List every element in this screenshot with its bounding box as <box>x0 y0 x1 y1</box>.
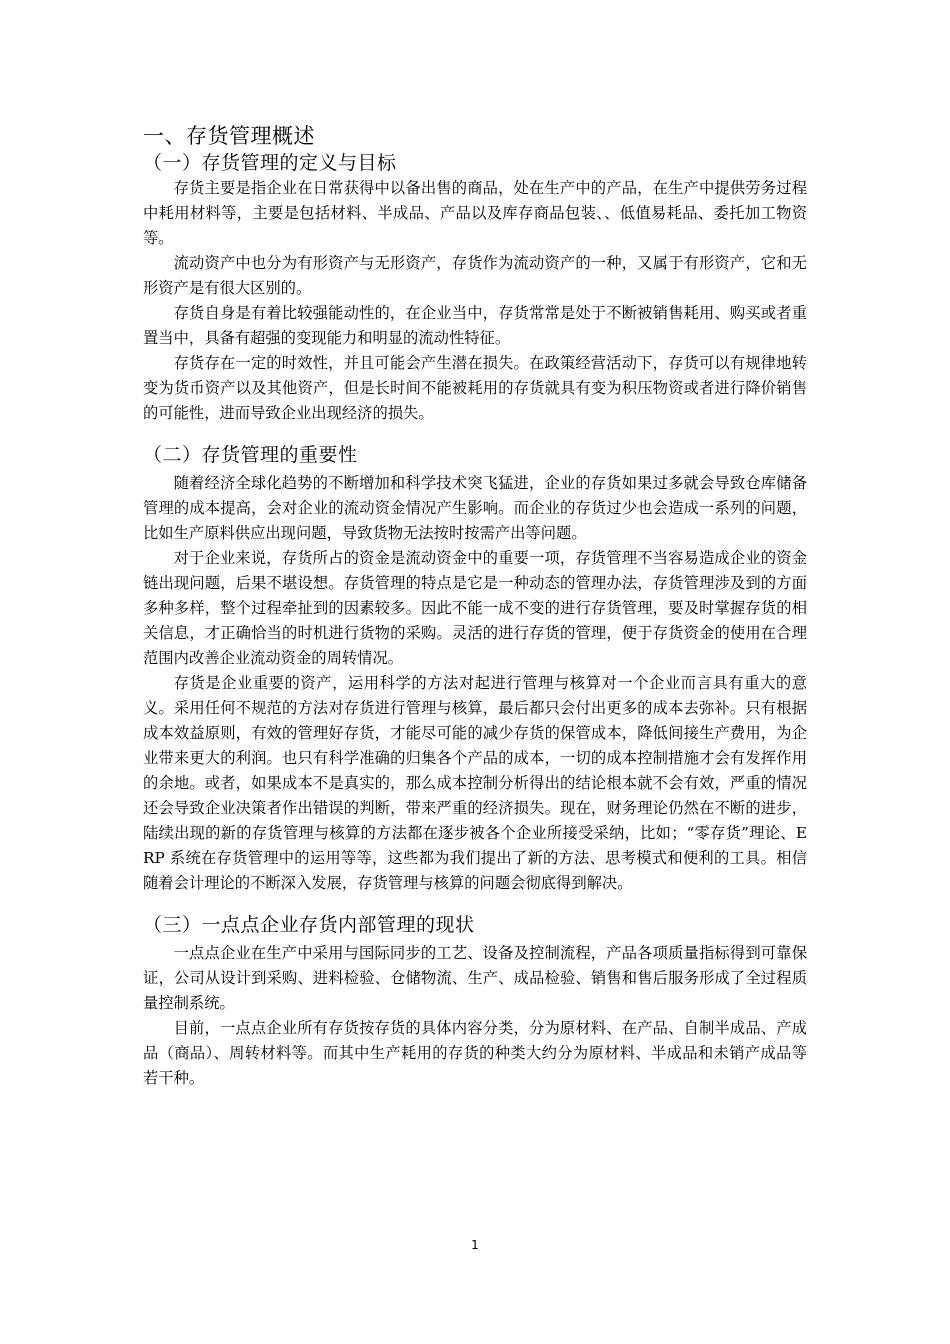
section-1-paragraph-2: 流动资产中也分为有形资产与无形资产，存货作为流动资产的一种，又属于有形资产，它和无形资产是有很大区别的。 <box>143 254 807 297</box>
section-1-paragraph-3: 存货自身是有着比较强能动性的，在企业当中，存货常常是处于不断被销售耗用、购买或者重置当中，具备有超强的变现能力和明显的流动性特征。 <box>143 304 807 347</box>
section-3-paragraph-2: 目前，一点点企业所有存货按存货的具体内容分类，分为原材料、在产品、自制半成品、产成品（商品）、周转材料等。而其中生产耗用的存货的种类大约分为原材料、半成品和未销产成品等若干种。 <box>143 1019 807 1087</box>
section-2-paragraph-2: 对于企业来说，存货所占的资金是流动资金中的重要一项，存货管理不当容易造成企业的资金链出现问题，后果不堪设想。存货管理的特点是它是一种动态的管理办法，存货管理涉及到的方面多种多样，整个过程牵扯到的因素较多。因此不能一成不变的进行存货管理，要及时掌握存货的相关信息，才正确恰当的时机进行货物的采购。灵活的进行存货的管理，便于存货资金的使用在合理范围内改善企业流动资金的周转情况。 <box>143 549 807 667</box>
section-2-paragraph-1: 随着经济全球化趋势的不断增加和科学技术突飞猛进，企业的存货如果过多就会导致仓库储备管理的成本提高，会对企业的流动资金情况产生影响。而企业的存货过少也会造成一系列的问题，比如生产原料供应出现问题，导致货物无法按时按需产出等问题。 <box>143 474 807 542</box>
section-3-paragraph-1: 一点点企业在生产中采用与国际同步的工艺、设备及控制流程，产品各项质量指标得到可靠保证，公司从设计到采购、进料检验、仓储物流、生产、成品检验、销售和售后服务形成了全过程质量控制系统。 <box>143 944 807 1012</box>
section-2-title: （二）存货管理的重要性 <box>143 444 358 466</box>
section-1-paragraph-1: 存货主要是指企业在日常获得中以备出售的商品，处在生产中的产品，在生产中提供劳务过程中耗用材料等，主要是包括材料、半成品、产品以及库存商品包装、、低值易耗品、委托加工物资等。 <box>143 179 807 247</box>
section-3-title: （三）一点点企业存货内部管理的现状 <box>143 914 475 936</box>
main-heading: 一、存货管理概述 <box>143 124 315 148</box>
section-1-title: （一）存货管理的定义与目标 <box>143 152 397 174</box>
section-2-paragraph-3: 存货是企业重要的资产，运用科学的方法对起进行管理与核算对一个企业而言具有重大的意义。采用任何不规范的方法对存货进行管理与核算，最后都只会付出更多的成本去弥补。只有根据成本效益原则，有效的管理好存货，才能尽可能的减少存货的保管成本，降低间接生产费用，为企业带来更大的利润。也只有科学准确的归集各个产品的成本，一切的成本控制措施才会有发挥作用的余地。或者，如果成本不是真实的，那么成本控制分析得出的结论根本就不会有效，严重的情况还会导致企业决策者作出错误的判断，带来严重的经济损失。现在，财务理论仍然在不断的进步，陆续出现的新的存货管理与核算的方法都在逐步被各个企业所接受采纳，比如；“零存货”理论、ERP 系统在存货管理中的运用等等，这些都为我们提出了新的方法、思考模式和便利的工具。相信随着会计理论的不断深入发展，存货管理与核算的问题会彻底得到解决。 <box>143 674 807 892</box>
page-number: 1 <box>471 1238 479 1252</box>
section-1-paragraph-4: 存货存在一定的时效性，并且可能会产生潜在损失。在政策经营活动下，存货可以有规律地转变为货币资产以及其他资产，但是长时间不能被耗用的存货就具有变为积压物资或者进行降价销售的可能性，进而导致企业出现经济的损失。 <box>143 354 807 422</box>
